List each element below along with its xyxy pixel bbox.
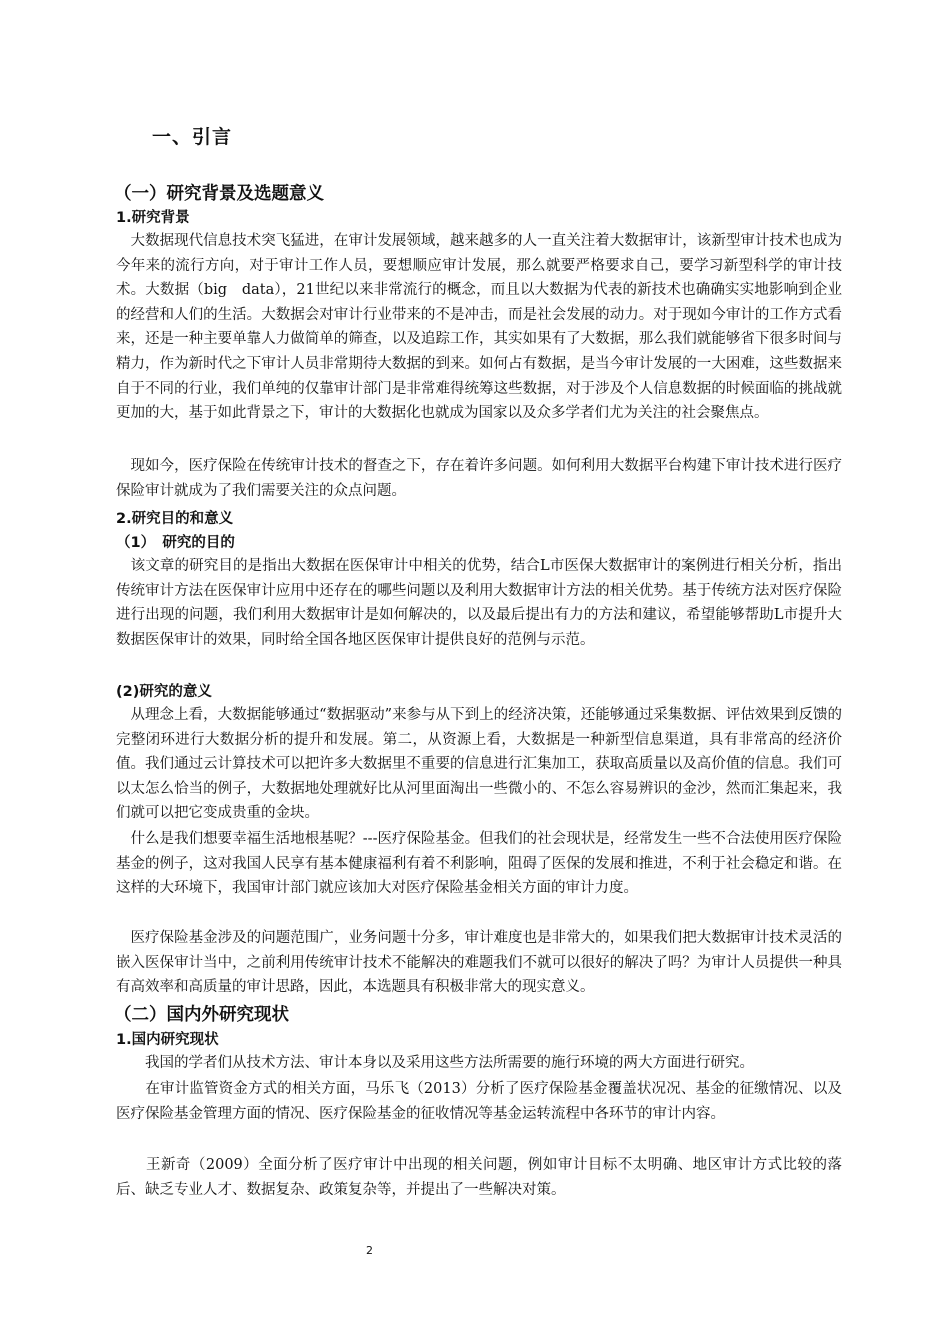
paragraph-domestic-2: 在审计监管资金方式的相关方面，马乐飞（2013）分析了医疗保险基金覆盖状况况、基金的征缴情况、以及医疗保险基金管理方面的情况、医疗保险基金的征收情况等基金运转流程中各环节的审计内容。 <box>116 1081 842 1122</box>
heading-purpose-meaning: 2.研究目的和意义 <box>116 511 234 527</box>
heading-research-aim: （1） 研究的目的 <box>116 535 235 551</box>
subsection-title-research-status: （二）国内外研究现状 <box>114 1005 289 1025</box>
paragraph-background-2: 现如今，医疗保险在传统审计技术的督查之下，存在着许多问题。如何利用大数据平台构建下审计技术进行医疗保险审计就成为了我们需要关注的众点问题。 <box>116 458 842 499</box>
paragraph-background-1: 大数据现代信息技术突飞猛进，在审计发展领域，越来越多的人一直关注着大数据审计，该新型审计技术也成为今年来的流行方向，对于审计工作人员，要想顺应审计发展，那么就要严格要求自己，要学习新型科学的审计技术。大数据（big data），21世纪以来非常流行的概念，而且以大数据为代表的新技术也确确实实地影响到企业的经营和人们的生活。大数据会对审计行业带来的不是冲击，而是社会发展的动力。对于现如今审计的工作方式看来，还是一种主要单靠人力做简单的筛查，以及追踪工作，其实如果有了大数据，那么我们就能够省下很多时间与精力，作为新时代之下审计人员非常期待大数据的到来。如何占有数据，是当今审计发展的一大困难，这些数据来自于不同的行业，我们单纯的仅靠审计部门是非常难得统筹这些数据，对于涉及个人信息数据的时候面临的挑战就更加的大，基于如此背景之下，审计的大数据化也就成为国家以及众多学者们尤为关注的社会聚焦点。 <box>116 233 842 422</box>
paragraph-research-aim: 该文章的研究目的是指出大数据在医保审计中相关的优势，结合L市医保大数据审计的案例进行相关分析，指出传统审计方法在医保审计应用中还存在的哪些问题以及利用大数据审计方法的相关优势。基于传统方法对医疗保险进行出现的问题，我们利用大数据审计是如何解决的，以及最后提出有力的方法和建议，希望能够帮助L市提升大数据医保审计的效果，同时给全国各地区医保审计提供良好的范例与示范。 <box>116 558 842 648</box>
heading-domestic-status: 1.国内研究现状 <box>116 1032 219 1048</box>
paragraph-domestic-3: 王新奇（2009）全面分析了医疗审计中出现的相关问题，例如审计目标不太明确、地区审计方式比较的落后、缺乏专业人才、数据复杂、政策复杂等，并提出了一些解决对策。 <box>116 1157 842 1198</box>
paragraph-domestic-1: 我国的学者们从技术方法、审计本身以及采用这些方法所需要的施行环境的两大方面进行研究。 <box>116 1055 754 1071</box>
paragraph-meaning-3: 医疗保险基金涉及的问题范围广，业务问题十分多，审计难度也是非常大的，如果我们把大数据审计技术灵活的嵌入医保审计当中，之前利用传统审计技术不能解决的难题我们不就可以很好的解决了吗？为审计人员提供一种具有高效率和高质量的审计思路，因此，本选题具有积极非常大的现实意义。 <box>116 930 842 996</box>
subsection-title-background: （一）研究背景及选题意义 <box>114 184 324 204</box>
paragraph-meaning-2: 什么是我们想要幸福生活地根基呢？---医疗保险基金。但我们的社会现状是，经常发生一些不合法使用医疗保险基金的例子，这对我国人民享有基本健康福利有着不利影响，阻碍了医保的发展和推进，不利于社会稳定和谐。在这样的大环境下，我国审计部门就应该加大对医疗保险基金相关方面的审计力度。 <box>116 831 842 897</box>
heading-research-meaning: (2)研究的意义 <box>116 684 212 700</box>
page-number: 2 <box>366 1244 373 1257</box>
section-title: 一、引言 <box>152 126 233 148</box>
heading-research-background: 1.研究背景 <box>116 210 190 226</box>
paragraph-meaning-1: 从理念上看，大数据能够通过“数据驱动”来参与从下到上的经济决策，还能够通过采集数据、评估效果到反馈的完整闭环进行大数据分析的提升和发展。第二，从资源上看，大数据是一种新型信息渠道，具有非常高的经济价值。我们通过云计算技术可以把许多大数据里不重要的信息进行汇集加工，获取高质量以及高价值的信息。我们可以太怎么恰当的例子，大数据地处理就好比从河里面淘出一些微小的、不怎么容易辨识的金沙，然而汇集起来，我们就可以把它变成贵重的金块。 <box>116 707 842 822</box>
